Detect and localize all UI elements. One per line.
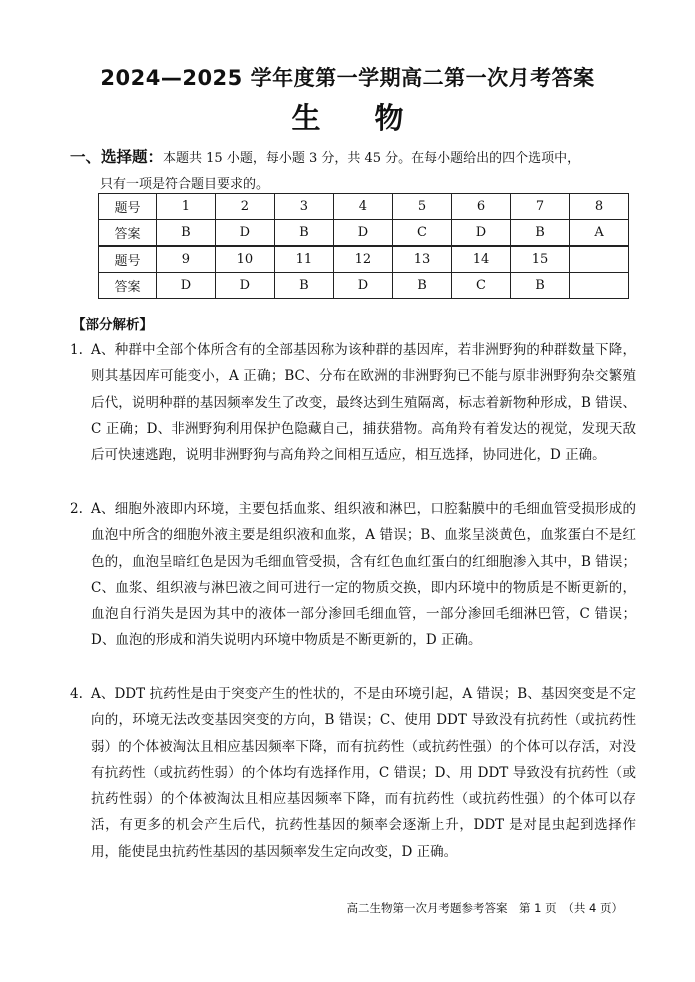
answer-cell: D xyxy=(215,273,274,299)
question-number-cell: 5 xyxy=(392,194,451,220)
analysis-item-2 xyxy=(70,496,636,654)
analysis-heading: 【部分解析】 xyxy=(72,317,153,333)
answer-cell: D xyxy=(215,220,274,247)
answer-cell: D xyxy=(451,220,510,247)
question-number-cell: 7 xyxy=(511,194,570,220)
item-number: 1. xyxy=(70,342,83,358)
answer-cell: B xyxy=(274,273,333,299)
question-number-cell: 13 xyxy=(392,246,451,273)
analysis-item-4 xyxy=(70,681,636,865)
subject-title: 生 物 xyxy=(291,101,426,135)
table-row-numbers-2 xyxy=(99,246,629,273)
row-label: 题号 xyxy=(99,194,157,220)
analysis-item-1 xyxy=(70,337,636,468)
question-number-cell: 8 xyxy=(570,194,629,220)
item-explanation: A、种群中全部个体所含有的全部基因称为该种群的基因库，若非洲野狗的种群数量下降，则其基因库可能变小，A 正确；BC、分布在欧洲的非洲野狗已不能与原非洲野狗杂交繁殖后代，说明种群的基因频率发生了改变，最终达到生殖隔离，标志着新物种形成，B 错误、C 正确；D、非洲野狗利用保护色隐藏自己，捕获猎物。高角羚有着发达的视觉，发现天敌后可快速逃跑，说明非洲野狗与高角羚之间相互适应，相互选择，协同进化，D 正确。 xyxy=(91,342,636,464)
question-number-cell: 9 xyxy=(156,246,215,273)
question-number-cell: 1 xyxy=(156,194,215,220)
document-title: 2024—2025 学年度第一学期高二第一次月考答案 xyxy=(100,66,595,90)
item-explanation: A、细胞外液即内环境，主要包括血浆、组织液和淋巴，口腔黏膜中的毛细血管受损形成的血泡中所含的细胞外液主要是组织液和血浆，A 错误；B、血浆呈淡黄色，血浆蛋白不是红色的，血泡呈暗红色是因为毛细血管受损，含有红色血红蛋白的红细胞渗入其中，B 错误；C、血浆、组织液与淋巴液之间可进行一定的物质交换，即内环境中的物质是不断更新的，血泡自行消失是因为其中的液体一部分渗回毛细血管，一部分渗回毛细淋巴管，C 错误；D、血泡的形成和消失说明内环境中物质是不断更新的，D 正确。 xyxy=(91,501,636,649)
question-number-cell: 4 xyxy=(333,194,392,220)
section-heading: 一、选择题： xyxy=(70,148,164,166)
section-instructions-line1: 本题共 15 小题，每小题 3 分，共 45 分。在每小题给出的四个选项中， xyxy=(163,151,581,166)
answer-cell: B xyxy=(156,220,215,247)
question-number-cell: 15 xyxy=(511,246,570,273)
table-row-numbers-1 xyxy=(99,194,629,220)
answer-cell: C xyxy=(392,220,451,247)
row-label: 答案 xyxy=(99,273,157,299)
answer-cell xyxy=(570,273,629,299)
row-label: 答案 xyxy=(99,220,157,247)
item-number: 4. xyxy=(70,686,83,702)
answer-cell: B xyxy=(511,220,570,247)
answer-cell: B xyxy=(274,220,333,247)
section-multiple-choice-intro xyxy=(70,144,640,198)
answer-cell: A xyxy=(570,220,629,247)
item-number: 2. xyxy=(70,501,83,517)
question-number-cell: 2 xyxy=(215,194,274,220)
question-number-cell xyxy=(570,246,629,273)
question-number-cell: 6 xyxy=(451,194,510,220)
answer-cell: B xyxy=(511,273,570,299)
answer-cell: D xyxy=(333,220,392,247)
answer-cell: D xyxy=(333,273,392,299)
section-instructions-line2: 只有一项是符合题目要求的。 xyxy=(100,177,270,192)
question-number-cell: 12 xyxy=(333,246,392,273)
row-label: 题号 xyxy=(99,246,157,273)
answer-table xyxy=(98,193,629,299)
table-row-answers-2 xyxy=(99,273,629,299)
question-number-cell: 3 xyxy=(274,194,333,220)
question-number-cell: 10 xyxy=(215,246,274,273)
answer-cell: B xyxy=(392,273,451,299)
page-footer: 高二生物第一次月考题参考答案 第 1 页 （共 4 页） xyxy=(346,901,623,915)
table-row-answers-1 xyxy=(99,220,629,247)
answer-cell: C xyxy=(451,273,510,299)
question-number-cell: 14 xyxy=(451,246,510,273)
question-number-cell: 11 xyxy=(274,246,333,273)
answer-cell: D xyxy=(156,273,215,299)
item-explanation: A、DDT 抗药性是由于突变产生的性状的，不是由环境引起，A 错误；B、基因突变是不定向的，环境无法改变基因突变的方向，B 错误；C、使用 DDT 导致没有抗药性（或抗药性弱）的个体被淘汰且相应基因频率下降，而有抗药性（或抗药性强）的个体可以存活，对没有抗药性（或抗药性弱）的个体均有选择作用，C 错误；D、用 DDT 导致没有抗药性（或抗药性弱）的个体被淘汰且相应基因频率下降，而有抗药性（或抗药性强）的个体可以存活，有更多的机会产生后代，抗药性基因的频率会逐渐上升，DDT 是对昆虫起到选择作用，能使昆虫抗药性基因的基因频率发生定向改变，D 正确。 xyxy=(91,686,636,860)
